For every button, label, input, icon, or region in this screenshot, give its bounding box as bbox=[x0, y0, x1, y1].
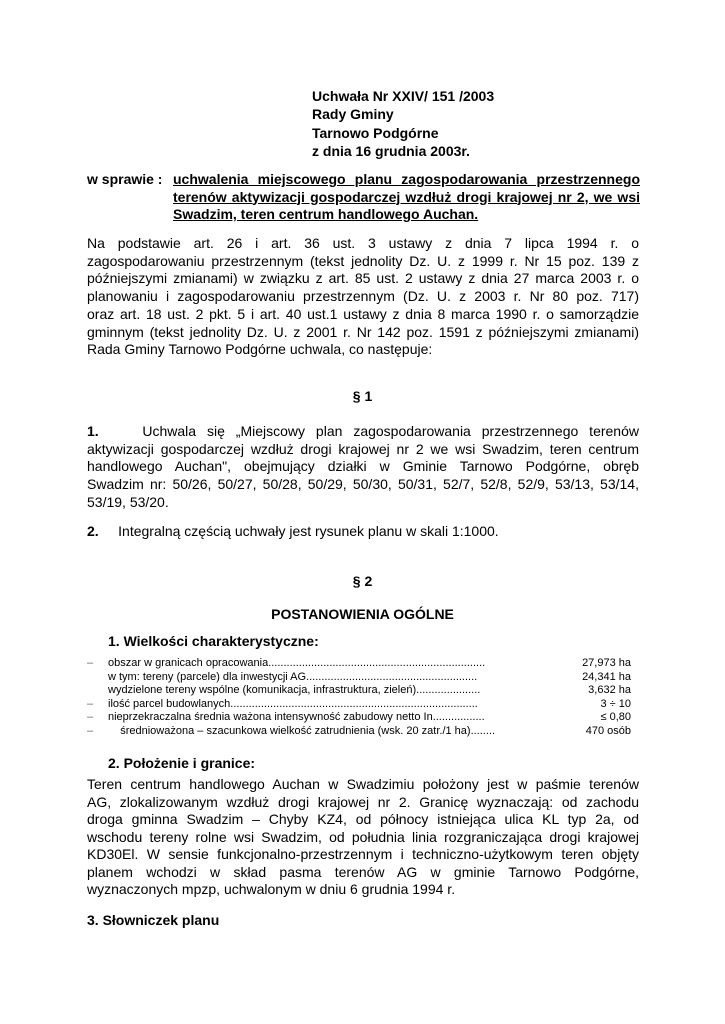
dash-marker: – bbox=[87, 711, 94, 723]
text-line: planem wchodzi w skład pasma terenów AG w gminie Tarnowo Podgórne, bbox=[87, 863, 639, 880]
legal-basis-paragraph bbox=[87, 235, 639, 359]
subheading-characteristics: 1. Wielkości charakterystyczne: bbox=[108, 633, 319, 649]
dash-marker: – bbox=[87, 724, 94, 737]
row-label: wydzielone tereny wspólne (komunikacja, infrastruktura, zieleń)..................... bbox=[108, 684, 481, 696]
dash-marker: – bbox=[87, 657, 94, 669]
row-value: 24,341 ha bbox=[582, 670, 631, 683]
text-line: 53/19, 53/20. bbox=[87, 493, 169, 510]
text-line: Swadzim nr: 50/26, 50/27, 50/28, 50/29, 50/30, 50/31, 52/7, 52/8, 52/9, 53/13, 53/14, bbox=[87, 476, 639, 493]
point-text: Uchwala się „Miejscowy plan zagospodarowania przestrzennego terenów bbox=[142, 423, 639, 439]
section-1-point-1 bbox=[87, 423, 639, 512]
text-line: Rada Gminy Tarnowo Podgórne uchwala, co następuje: bbox=[87, 341, 433, 358]
text-line: planowaniu i zagospodarowaniu przestrzennym (Dz. U. z 2003 r. Nr 80 poz. 717) bbox=[87, 288, 639, 305]
table-row bbox=[87, 725, 639, 739]
text-line bbox=[87, 423, 639, 441]
text-line: późniejszymi zmianami) w związku z art. 85 ust. 2 ustawy z dnia 27 marca 2003 r. o bbox=[87, 270, 639, 287]
text-line: AG, zlokalizowanym wzdłuż drogi krajowej nr 2. Granicę wyznaczają: od zachodu bbox=[87, 793, 639, 810]
row-value: 3,632 ha bbox=[588, 684, 631, 696]
table-row bbox=[87, 671, 639, 685]
table-row bbox=[87, 711, 639, 725]
subject-line: uchwalenia miejscowego planu zagospodarowania przestrzennego bbox=[173, 171, 640, 187]
resolution-number: Uchwała Nr XXIV/ 151 /2003 bbox=[312, 88, 495, 104]
row-value: 470 osób bbox=[585, 724, 631, 737]
point-number: 1. bbox=[87, 423, 99, 439]
text-line: Teren centrum handlowego Auchan w Swadzimiu położony jest w paśmie terenów bbox=[87, 776, 639, 792]
section-1-mark: § 1 bbox=[352, 388, 373, 404]
row-label: średnioważona – szacunkowa wielkość zatrudnienia (wsk. 20 zatr./1 ha)........ bbox=[108, 724, 496, 737]
text-line: droga gminna Swadzim – Chyby KZ4, od północy istniejąca ulica KL typ 2a, od bbox=[87, 811, 639, 827]
resolution-header bbox=[312, 87, 494, 160]
characteristics-table bbox=[87, 657, 639, 738]
text-line: wyznaczonych mpzp, uchwalonym w dniu 6 grudnia 1994 r. bbox=[87, 881, 456, 897]
subheading-glossary: 3. Słowniczek planu bbox=[87, 912, 220, 928]
row-value: ≤ 0,80 bbox=[600, 711, 631, 723]
text-line: handlowego Auchan", obejmujący działki w Gminie Tarnowo Podgórne, obręb bbox=[87, 458, 639, 475]
section-1-point-2 bbox=[87, 523, 639, 541]
table-row bbox=[87, 657, 639, 671]
row-value: 3 ÷ 10 bbox=[600, 697, 631, 710]
subheading-location: 2. Położenie i granice: bbox=[108, 755, 256, 771]
resolution-date: z dnia 16 grudnia 2003r. bbox=[312, 142, 470, 159]
point-text: Integralną częścią uchwały jest rysunek planu w skali 1:1000. bbox=[118, 523, 499, 539]
row-label: w tym: tereny (parcele) dla inwestycji AG........................................................ bbox=[108, 670, 478, 683]
row-label: obszar w granicach opracowania....................................................................... bbox=[108, 657, 486, 669]
municipality-name: Tarnowo Podgórne bbox=[312, 124, 439, 141]
subject-line: terenów aktywizacji gospodarczej wzdłuż drogi krajowej nr 2, we wsi bbox=[173, 188, 640, 205]
point-number: 2. bbox=[87, 523, 99, 539]
section-2-title: POSTANOWIENIA OGÓLNE bbox=[271, 606, 454, 622]
text-line: wschodu tereny rolne wsi Swadzim, od południa linia rozgraniczająca drogi krajowej bbox=[87, 828, 639, 845]
section-2-mark: § 2 bbox=[352, 573, 373, 589]
table-row bbox=[87, 698, 639, 712]
subject-label: w sprawie : bbox=[87, 171, 163, 187]
text-line: zagospodarowaniu przestrzennym (tekst jednolity Dz. U. z 1999 r. Nr 15 poz. 139 z bbox=[87, 252, 639, 269]
row-label: ilość parcel budowlanych................................................................................. bbox=[108, 697, 478, 710]
location-paragraph bbox=[87, 776, 639, 899]
table-row bbox=[87, 684, 639, 698]
row-label: nieprzekraczalna średnia ważona intensywność zabudowy netto In................. bbox=[108, 711, 485, 723]
text-line: Na podstawie art. 26 i art. 36 ust. 3 ustawy z dnia 7 lipca 1994 r. o bbox=[87, 235, 639, 251]
text-line: aktywizacji gospodarczej wzdłuż drogi krajowej nr 2 we wsi Swadzim, teren centrum bbox=[87, 440, 639, 457]
text-line: gminnym (tekst jednolity Dz. U. z 2001 r. Nr 142 poz. 1591 z późniejszymi zmianami) bbox=[87, 323, 639, 340]
text-line: KD30El. W sensie funkcjonalno-przestrzennym i techniczno-użytkowym teren objęty bbox=[87, 846, 639, 862]
row-value: 27,973 ha bbox=[582, 657, 631, 669]
subject-line: Swadzim, teren centrum handlowego Auchan. bbox=[173, 206, 479, 222]
council-name: Rady Gminy bbox=[312, 106, 394, 123]
subject-text bbox=[173, 171, 640, 224]
dash-marker: – bbox=[87, 697, 94, 710]
text-line: oraz art. 18 ust. 2 pkt. 5 i art. 40 ust.1 ustawy z dnia 8 marca 1990 r. o samorządzie bbox=[87, 305, 639, 322]
